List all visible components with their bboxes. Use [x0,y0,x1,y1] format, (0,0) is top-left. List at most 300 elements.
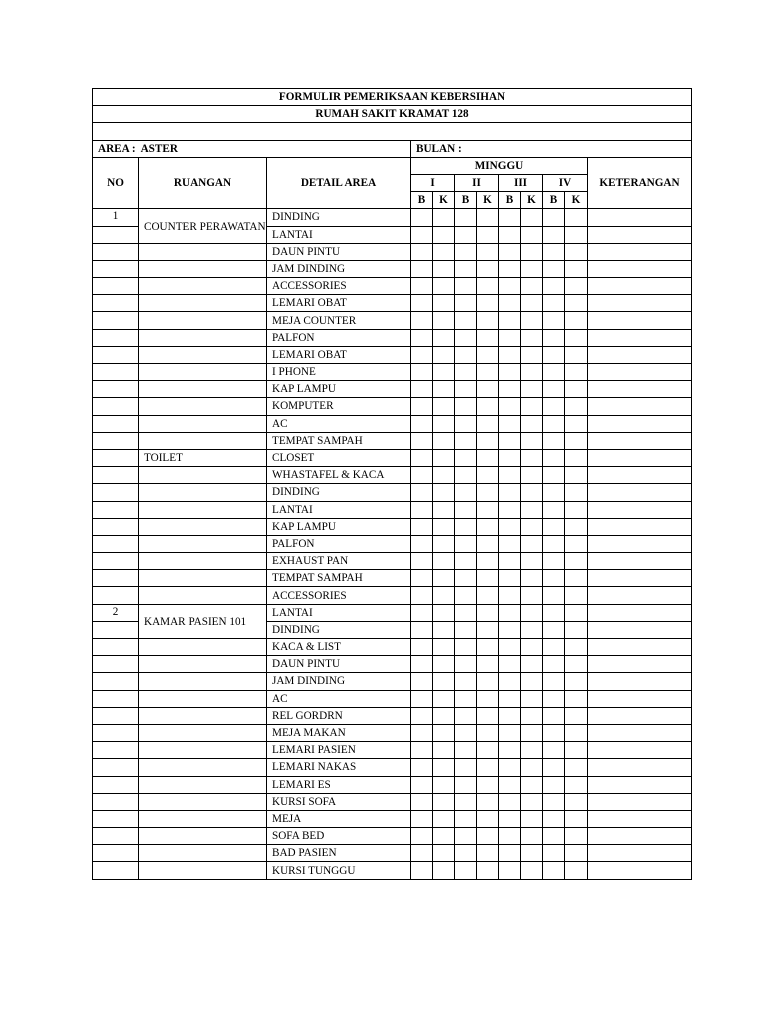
check-b-week-4[interactable] [543,312,565,329]
check-k-week-2[interactable] [477,759,499,776]
keterangan-cell[interactable] [588,724,692,741]
keterangan-cell[interactable] [588,707,692,724]
check-k-week-4[interactable] [565,278,588,295]
check-b-week-3[interactable] [499,656,521,673]
keterangan-cell[interactable] [588,656,692,673]
check-b-week-2[interactable] [455,690,477,707]
check-b-week-2[interactable] [455,673,477,690]
check-b-week-1[interactable] [411,673,433,690]
keterangan-cell[interactable] [588,553,692,570]
check-k-week-1[interactable] [433,501,455,518]
check-k-week-2[interactable] [477,776,499,793]
check-k-week-1[interactable] [433,553,455,570]
check-k-week-3[interactable] [521,742,543,759]
keterangan-cell[interactable] [588,364,692,381]
check-b-week-2[interactable] [455,587,477,604]
check-k-week-4[interactable] [565,312,588,329]
check-k-week-4[interactable] [565,243,588,260]
keterangan-cell[interactable] [588,570,692,587]
check-b-week-1[interactable] [411,535,433,552]
check-b-week-1[interactable] [411,828,433,845]
check-b-week-3[interactable] [499,742,521,759]
check-k-week-3[interactable] [521,604,543,621]
check-k-week-2[interactable] [477,467,499,484]
check-b-week-1[interactable] [411,449,433,466]
check-b-week-4[interactable] [543,621,565,638]
check-b-week-1[interactable] [411,742,433,759]
check-k-week-1[interactable] [433,690,455,707]
check-k-week-3[interactable] [521,535,543,552]
check-k-week-4[interactable] [565,621,588,638]
check-b-week-3[interactable] [499,759,521,776]
keterangan-cell[interactable] [588,793,692,810]
check-b-week-4[interactable] [543,570,565,587]
check-k-week-3[interactable] [521,243,543,260]
check-b-week-3[interactable] [499,724,521,741]
check-b-week-1[interactable] [411,432,433,449]
keterangan-cell[interactable] [588,346,692,363]
check-k-week-1[interactable] [433,587,455,604]
check-b-week-1[interactable] [411,759,433,776]
check-k-week-3[interactable] [521,364,543,381]
check-k-week-3[interactable] [521,398,543,415]
check-b-week-2[interactable] [455,449,477,466]
check-k-week-1[interactable] [433,862,455,879]
check-b-week-3[interactable] [499,501,521,518]
check-b-week-4[interactable] [543,742,565,759]
check-k-week-1[interactable] [433,295,455,312]
check-b-week-4[interactable] [543,793,565,810]
check-k-week-2[interactable] [477,346,499,363]
check-b-week-2[interactable] [455,845,477,862]
check-b-week-4[interactable] [543,243,565,260]
check-b-week-2[interactable] [455,810,477,827]
check-b-week-4[interactable] [543,346,565,363]
check-k-week-1[interactable] [433,209,455,226]
check-b-week-4[interactable] [543,776,565,793]
check-k-week-2[interactable] [477,570,499,587]
check-b-week-3[interactable] [499,329,521,346]
check-b-week-3[interactable] [499,295,521,312]
check-k-week-3[interactable] [521,724,543,741]
check-k-week-4[interactable] [565,484,588,501]
check-b-week-1[interactable] [411,484,433,501]
check-k-week-4[interactable] [565,553,588,570]
check-b-week-2[interactable] [455,432,477,449]
check-k-week-2[interactable] [477,329,499,346]
check-k-week-1[interactable] [433,570,455,587]
check-b-week-1[interactable] [411,260,433,277]
check-k-week-2[interactable] [477,810,499,827]
check-k-week-1[interactable] [433,742,455,759]
check-k-week-4[interactable] [565,295,588,312]
check-b-week-1[interactable] [411,793,433,810]
check-k-week-4[interactable] [565,828,588,845]
keterangan-cell[interactable] [588,501,692,518]
check-k-week-1[interactable] [433,673,455,690]
check-k-week-1[interactable] [433,518,455,535]
check-k-week-2[interactable] [477,673,499,690]
keterangan-cell[interactable] [588,639,692,656]
bulan-field[interactable] [411,140,692,157]
check-k-week-1[interactable] [433,604,455,621]
check-b-week-1[interactable] [411,604,433,621]
keterangan-cell[interactable] [588,535,692,552]
check-b-week-4[interactable] [543,381,565,398]
check-k-week-3[interactable] [521,656,543,673]
check-k-week-4[interactable] [565,535,588,552]
check-b-week-2[interactable] [455,742,477,759]
check-k-week-3[interactable] [521,862,543,879]
check-k-week-2[interactable] [477,553,499,570]
check-k-week-1[interactable] [433,656,455,673]
check-b-week-2[interactable] [455,243,477,260]
check-b-week-3[interactable] [499,278,521,295]
check-k-week-3[interactable] [521,776,543,793]
check-k-week-3[interactable] [521,278,543,295]
check-b-week-1[interactable] [411,415,433,432]
keterangan-cell[interactable] [588,467,692,484]
check-b-week-4[interactable] [543,587,565,604]
check-b-week-3[interactable] [499,828,521,845]
check-b-week-2[interactable] [455,329,477,346]
check-k-week-2[interactable] [477,260,499,277]
check-k-week-1[interactable] [433,639,455,656]
keterangan-cell[interactable] [588,260,692,277]
check-k-week-4[interactable] [565,364,588,381]
check-b-week-1[interactable] [411,639,433,656]
check-b-week-1[interactable] [411,312,433,329]
check-k-week-3[interactable] [521,432,543,449]
check-k-week-1[interactable] [433,810,455,827]
keterangan-cell[interactable] [588,278,692,295]
check-k-week-1[interactable] [433,621,455,638]
check-k-week-2[interactable] [477,621,499,638]
check-k-week-2[interactable] [477,501,499,518]
check-k-week-1[interactable] [433,724,455,741]
check-b-week-4[interactable] [543,810,565,827]
check-k-week-1[interactable] [433,484,455,501]
check-b-week-3[interactable] [499,209,521,226]
check-k-week-1[interactable] [433,845,455,862]
check-b-week-1[interactable] [411,776,433,793]
check-b-week-2[interactable] [455,656,477,673]
keterangan-cell[interactable] [588,845,692,862]
check-b-week-3[interactable] [499,535,521,552]
check-k-week-4[interactable] [565,415,588,432]
check-b-week-1[interactable] [411,226,433,243]
check-b-week-3[interactable] [499,793,521,810]
check-k-week-4[interactable] [565,329,588,346]
check-b-week-3[interactable] [499,312,521,329]
check-b-week-4[interactable] [543,656,565,673]
check-k-week-2[interactable] [477,364,499,381]
check-b-week-2[interactable] [455,398,477,415]
check-k-week-1[interactable] [433,449,455,466]
check-b-week-4[interactable] [543,518,565,535]
check-b-week-2[interactable] [455,759,477,776]
keterangan-cell[interactable] [588,449,692,466]
check-k-week-3[interactable] [521,828,543,845]
check-k-week-3[interactable] [521,467,543,484]
check-b-week-4[interactable] [543,707,565,724]
check-b-week-2[interactable] [455,381,477,398]
check-b-week-2[interactable] [455,312,477,329]
keterangan-cell[interactable] [588,828,692,845]
check-k-week-2[interactable] [477,845,499,862]
check-k-week-3[interactable] [521,381,543,398]
check-k-week-2[interactable] [477,535,499,552]
check-k-week-4[interactable] [565,209,588,226]
check-k-week-1[interactable] [433,278,455,295]
check-k-week-2[interactable] [477,518,499,535]
check-b-week-4[interactable] [543,415,565,432]
check-k-week-3[interactable] [521,415,543,432]
keterangan-cell[interactable] [588,810,692,827]
check-k-week-2[interactable] [477,209,499,226]
check-b-week-3[interactable] [499,776,521,793]
keterangan-cell[interactable] [588,484,692,501]
check-b-week-3[interactable] [499,845,521,862]
check-b-week-1[interactable] [411,398,433,415]
check-b-week-2[interactable] [455,862,477,879]
check-k-week-1[interactable] [433,226,455,243]
check-k-week-3[interactable] [521,690,543,707]
check-k-week-3[interactable] [521,793,543,810]
check-k-week-2[interactable] [477,381,499,398]
check-b-week-1[interactable] [411,467,433,484]
keterangan-cell[interactable] [588,673,692,690]
check-k-week-4[interactable] [565,759,588,776]
check-b-week-3[interactable] [499,226,521,243]
check-b-week-2[interactable] [455,295,477,312]
check-k-week-3[interactable] [521,209,543,226]
keterangan-cell[interactable] [588,243,692,260]
check-b-week-4[interactable] [543,639,565,656]
check-k-week-1[interactable] [433,432,455,449]
check-b-week-3[interactable] [499,467,521,484]
check-b-week-3[interactable] [499,243,521,260]
check-b-week-2[interactable] [455,639,477,656]
check-b-week-2[interactable] [455,793,477,810]
check-b-week-4[interactable] [543,845,565,862]
check-b-week-1[interactable] [411,364,433,381]
check-b-week-4[interactable] [543,364,565,381]
check-b-week-3[interactable] [499,518,521,535]
check-b-week-1[interactable] [411,621,433,638]
check-k-week-2[interactable] [477,278,499,295]
check-k-week-3[interactable] [521,501,543,518]
check-b-week-3[interactable] [499,587,521,604]
keterangan-cell[interactable] [588,226,692,243]
check-k-week-2[interactable] [477,398,499,415]
check-k-week-3[interactable] [521,484,543,501]
check-b-week-2[interactable] [455,346,477,363]
check-b-week-1[interactable] [411,587,433,604]
check-b-week-1[interactable] [411,810,433,827]
check-b-week-3[interactable] [499,553,521,570]
check-b-week-4[interactable] [543,467,565,484]
check-k-week-4[interactable] [565,449,588,466]
check-b-week-3[interactable] [499,346,521,363]
check-b-week-1[interactable] [411,329,433,346]
check-b-week-2[interactable] [455,209,477,226]
check-b-week-2[interactable] [455,415,477,432]
check-b-week-1[interactable] [411,381,433,398]
check-b-week-1[interactable] [411,570,433,587]
check-k-week-2[interactable] [477,587,499,604]
check-k-week-3[interactable] [521,518,543,535]
check-b-week-1[interactable] [411,346,433,363]
check-k-week-3[interactable] [521,587,543,604]
check-k-week-4[interactable] [565,639,588,656]
check-k-week-2[interactable] [477,226,499,243]
check-k-week-2[interactable] [477,432,499,449]
check-k-week-1[interactable] [433,707,455,724]
check-b-week-4[interactable] [543,295,565,312]
check-b-week-3[interactable] [499,364,521,381]
check-b-week-2[interactable] [455,621,477,638]
check-k-week-1[interactable] [433,828,455,845]
check-b-week-3[interactable] [499,707,521,724]
check-b-week-2[interactable] [455,226,477,243]
check-b-week-3[interactable] [499,398,521,415]
check-k-week-1[interactable] [433,346,455,363]
check-b-week-3[interactable] [499,570,521,587]
check-k-week-2[interactable] [477,639,499,656]
check-k-week-3[interactable] [521,810,543,827]
check-k-week-1[interactable] [433,381,455,398]
check-k-week-4[interactable] [565,810,588,827]
check-k-week-4[interactable] [565,845,588,862]
check-k-week-4[interactable] [565,226,588,243]
check-b-week-2[interactable] [455,467,477,484]
check-k-week-2[interactable] [477,415,499,432]
check-k-week-2[interactable] [477,484,499,501]
check-k-week-3[interactable] [521,329,543,346]
check-b-week-2[interactable] [455,707,477,724]
check-b-week-4[interactable] [543,501,565,518]
check-k-week-1[interactable] [433,776,455,793]
check-k-week-3[interactable] [521,553,543,570]
check-k-week-3[interactable] [521,295,543,312]
check-b-week-4[interactable] [543,278,565,295]
check-k-week-3[interactable] [521,570,543,587]
check-k-week-1[interactable] [433,398,455,415]
check-b-week-4[interactable] [543,398,565,415]
check-k-week-2[interactable] [477,742,499,759]
check-b-week-4[interactable] [543,673,565,690]
keterangan-cell[interactable] [588,415,692,432]
check-b-week-1[interactable] [411,209,433,226]
check-b-week-2[interactable] [455,364,477,381]
check-k-week-3[interactable] [521,845,543,862]
check-k-week-1[interactable] [433,535,455,552]
check-b-week-3[interactable] [499,260,521,277]
keterangan-cell[interactable] [588,209,692,226]
check-k-week-1[interactable] [433,260,455,277]
keterangan-cell[interactable] [588,759,692,776]
check-b-week-3[interactable] [499,690,521,707]
check-b-week-3[interactable] [499,639,521,656]
check-b-week-2[interactable] [455,570,477,587]
check-k-week-4[interactable] [565,587,588,604]
check-b-week-2[interactable] [455,776,477,793]
check-b-week-4[interactable] [543,724,565,741]
check-b-week-4[interactable] [543,553,565,570]
check-b-week-4[interactable] [543,329,565,346]
check-k-week-2[interactable] [477,862,499,879]
check-b-week-1[interactable] [411,862,433,879]
check-k-week-4[interactable] [565,724,588,741]
check-k-week-4[interactable] [565,501,588,518]
check-k-week-4[interactable] [565,742,588,759]
check-b-week-3[interactable] [499,432,521,449]
check-b-week-3[interactable] [499,484,521,501]
check-b-week-4[interactable] [543,260,565,277]
check-b-week-4[interactable] [543,862,565,879]
keterangan-cell[interactable] [588,776,692,793]
check-b-week-4[interactable] [543,449,565,466]
check-k-week-4[interactable] [565,673,588,690]
check-b-week-2[interactable] [455,553,477,570]
keterangan-cell[interactable] [588,432,692,449]
check-k-week-3[interactable] [521,673,543,690]
check-b-week-3[interactable] [499,862,521,879]
check-k-week-2[interactable] [477,295,499,312]
check-b-week-2[interactable] [455,604,477,621]
check-k-week-4[interactable] [565,604,588,621]
check-k-week-4[interactable] [565,398,588,415]
check-k-week-2[interactable] [477,690,499,707]
check-k-week-3[interactable] [521,312,543,329]
check-k-week-4[interactable] [565,862,588,879]
check-k-week-2[interactable] [477,828,499,845]
check-k-week-3[interactable] [521,707,543,724]
check-k-week-1[interactable] [433,793,455,810]
check-k-week-1[interactable] [433,364,455,381]
check-k-week-4[interactable] [565,467,588,484]
keterangan-cell[interactable] [588,312,692,329]
check-k-week-4[interactable] [565,793,588,810]
keterangan-cell[interactable] [588,587,692,604]
check-b-week-4[interactable] [543,535,565,552]
check-b-week-1[interactable] [411,278,433,295]
check-k-week-3[interactable] [521,639,543,656]
check-b-week-4[interactable] [543,604,565,621]
check-b-week-1[interactable] [411,656,433,673]
check-k-week-4[interactable] [565,381,588,398]
check-k-week-3[interactable] [521,226,543,243]
check-b-week-3[interactable] [499,604,521,621]
check-b-week-4[interactable] [543,432,565,449]
check-k-week-3[interactable] [521,759,543,776]
check-b-week-3[interactable] [499,381,521,398]
check-k-week-1[interactable] [433,415,455,432]
check-k-week-3[interactable] [521,449,543,466]
keterangan-cell[interactable] [588,398,692,415]
check-k-week-4[interactable] [565,570,588,587]
check-k-week-4[interactable] [565,260,588,277]
keterangan-cell[interactable] [588,295,692,312]
check-k-week-2[interactable] [477,243,499,260]
check-b-week-2[interactable] [455,724,477,741]
check-k-week-4[interactable] [565,432,588,449]
check-b-week-1[interactable] [411,724,433,741]
check-k-week-1[interactable] [433,759,455,776]
check-k-week-4[interactable] [565,690,588,707]
check-k-week-2[interactable] [477,656,499,673]
